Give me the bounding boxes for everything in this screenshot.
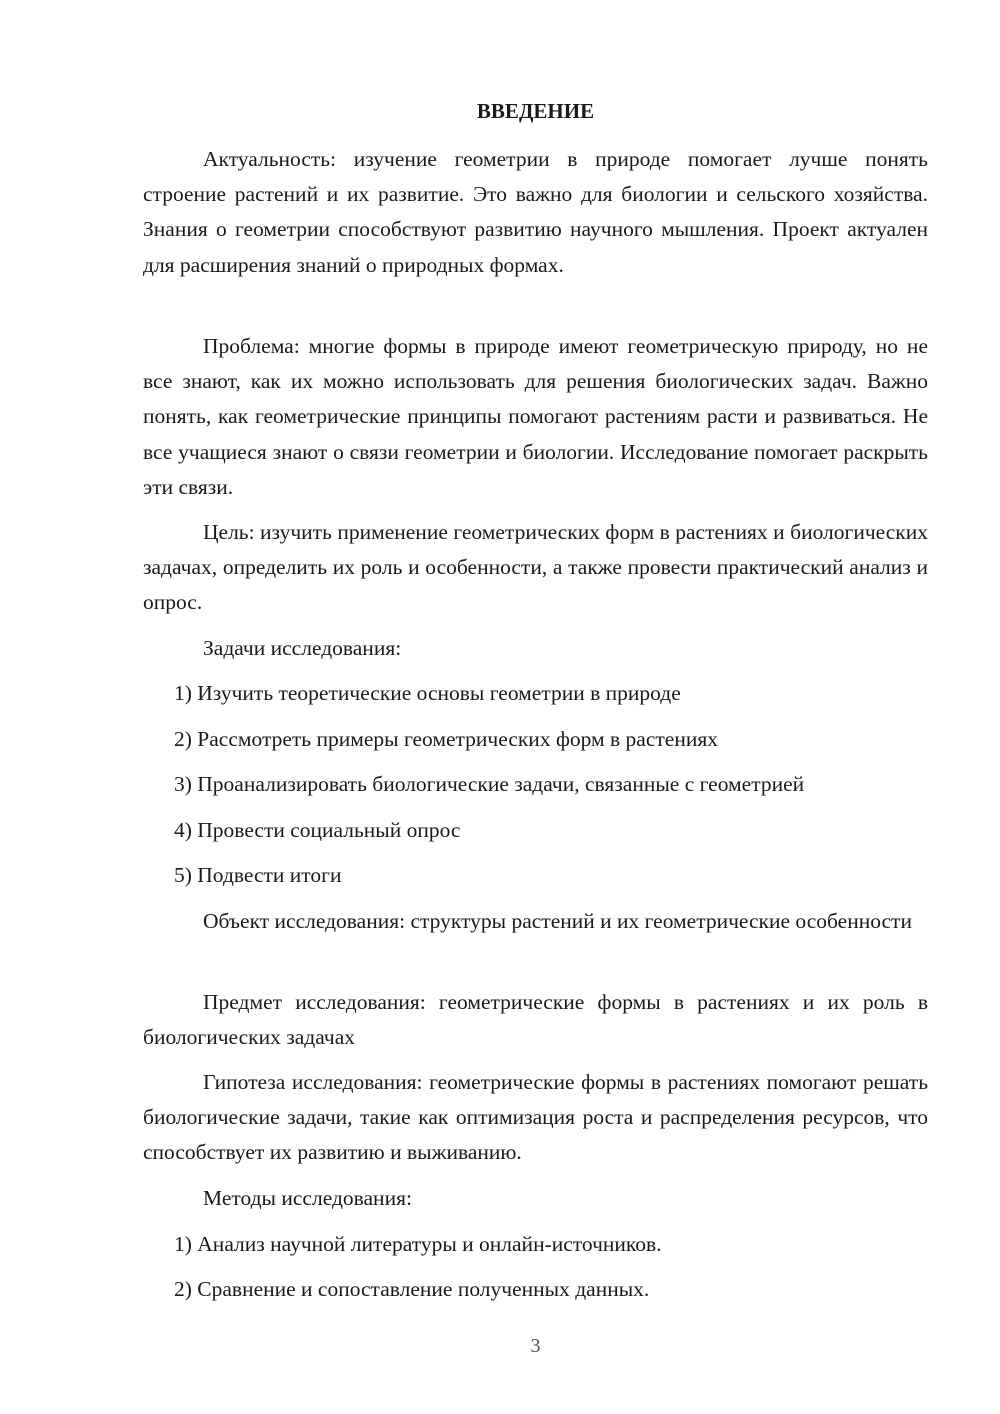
method-item: 1) Анализ научной литературы и онлайн-источников.: [174, 1232, 662, 1256]
problem-paragraph: Проблема: многие формы в природе имеют геометрическую природу, но не все знают, как их можно использовать для решения биологических задач. Важно понять, как геометрические принципы помогают растениям расти и развиваться. Не все учащиеся знают о связи геометрии и биологии. Исследование помогает раскрыть эти связи.: [143, 334, 928, 499]
subject-paragraph: Предмет исследования: геометрические формы в растениях и их роль в биологических задачах: [143, 990, 928, 1050]
methods-heading: Методы исследования:: [203, 1186, 412, 1210]
task-item: 5) Подвести итоги: [174, 863, 342, 887]
method-item: 2) Сравнение и сопоставление полученных данных.: [174, 1277, 650, 1301]
task-item: 2) Рассмотреть примеры геометрических форм в растениях: [174, 727, 718, 751]
document-page: [143, 0, 928, 1414]
section-title: ВВЕДЕНИЕ: [476, 99, 595, 123]
page-number: 3: [530, 1335, 541, 1357]
object-paragraph: Объект исследования: структуры растений и их геометрические особенности: [203, 909, 912, 933]
task-item: 1) Изучить теоретические основы геометрии в природе: [174, 681, 681, 705]
task-item: 3) Проанализировать биологические задачи, связанные с геометрией: [174, 772, 805, 796]
task-item: 4) Провести социальный опрос: [174, 818, 461, 842]
goal-paragraph: Цель: изучить применение геометрических форм в растениях и биологических задачах, определить их роль и особенности, а также провести практический анализ и опрос.: [143, 520, 928, 615]
tasks-heading: Задачи исследования:: [203, 636, 402, 660]
hypothesis-paragraph: Гипотеза исследования: геометрические формы в растениях помогают решать биологические задачи, такие как оптимизация роста и распределения ресурсов, что способствует их развитию и выживанию.: [143, 1070, 928, 1165]
relevance-paragraph: Актуальность: изучение геометрии в природе помогает лучше понять строение растений и их развитие. Это важно для биологии и сельского хозяйства. Знания о геометрии способствуют развитию научного мышления. Проект актуален для расширения знаний о природных формах.: [143, 147, 928, 277]
